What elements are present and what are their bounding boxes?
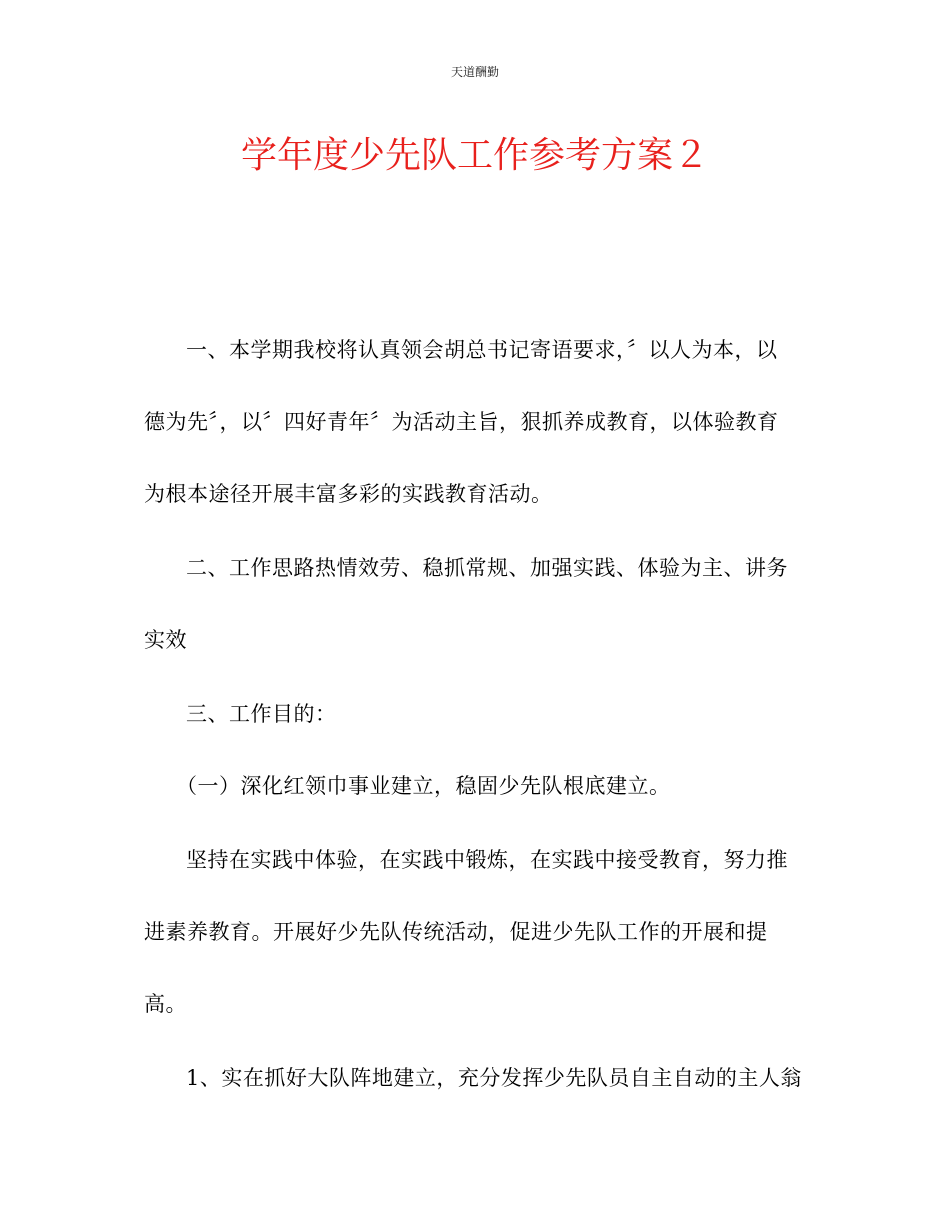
paragraph-line-11: 1、实在抓好大队阵地建立，充分发挥少先队员自主自动的主人翁 bbox=[186, 1066, 802, 1090]
paragraph-line-5: 实效 bbox=[144, 628, 187, 652]
paragraph-line-3: 为根本途径开展丰富多彩的实践教育活动。 bbox=[144, 482, 553, 506]
paragraph-line-10: 高。 bbox=[144, 992, 187, 1016]
paragraph-line-2: 德为先〞，以〞四好青年〞为活动主旨，狠抓养成教育，以体验教育 bbox=[144, 410, 779, 434]
paragraph-line-4: 二、工作思路热情效劳、稳抓常规、加强实践、体验为主、讲务 bbox=[186, 556, 788, 580]
paragraph-line-1: 一、本学期我校将认真领会胡总书记寄语要求，〞以人为本，以 bbox=[186, 338, 778, 362]
subsection-heading-1: （一）深化红领巾事业建立，稳固少先队根底建立。 bbox=[176, 774, 671, 798]
document-title: 学年度少先队工作参考方案２ bbox=[240, 135, 709, 176]
header-watermark-text: 天道酬勤 bbox=[450, 65, 499, 79]
section-heading-goals: 三、工作目的： bbox=[186, 702, 337, 726]
paragraph-line-9: 进素养教育。开展好少先队传统活动，促进少先队工作的开展和提 bbox=[144, 920, 768, 944]
paragraph-line-8: 坚持在实践中体验，在实践中锻炼，在实践中接受教育，努力推 bbox=[186, 848, 788, 872]
